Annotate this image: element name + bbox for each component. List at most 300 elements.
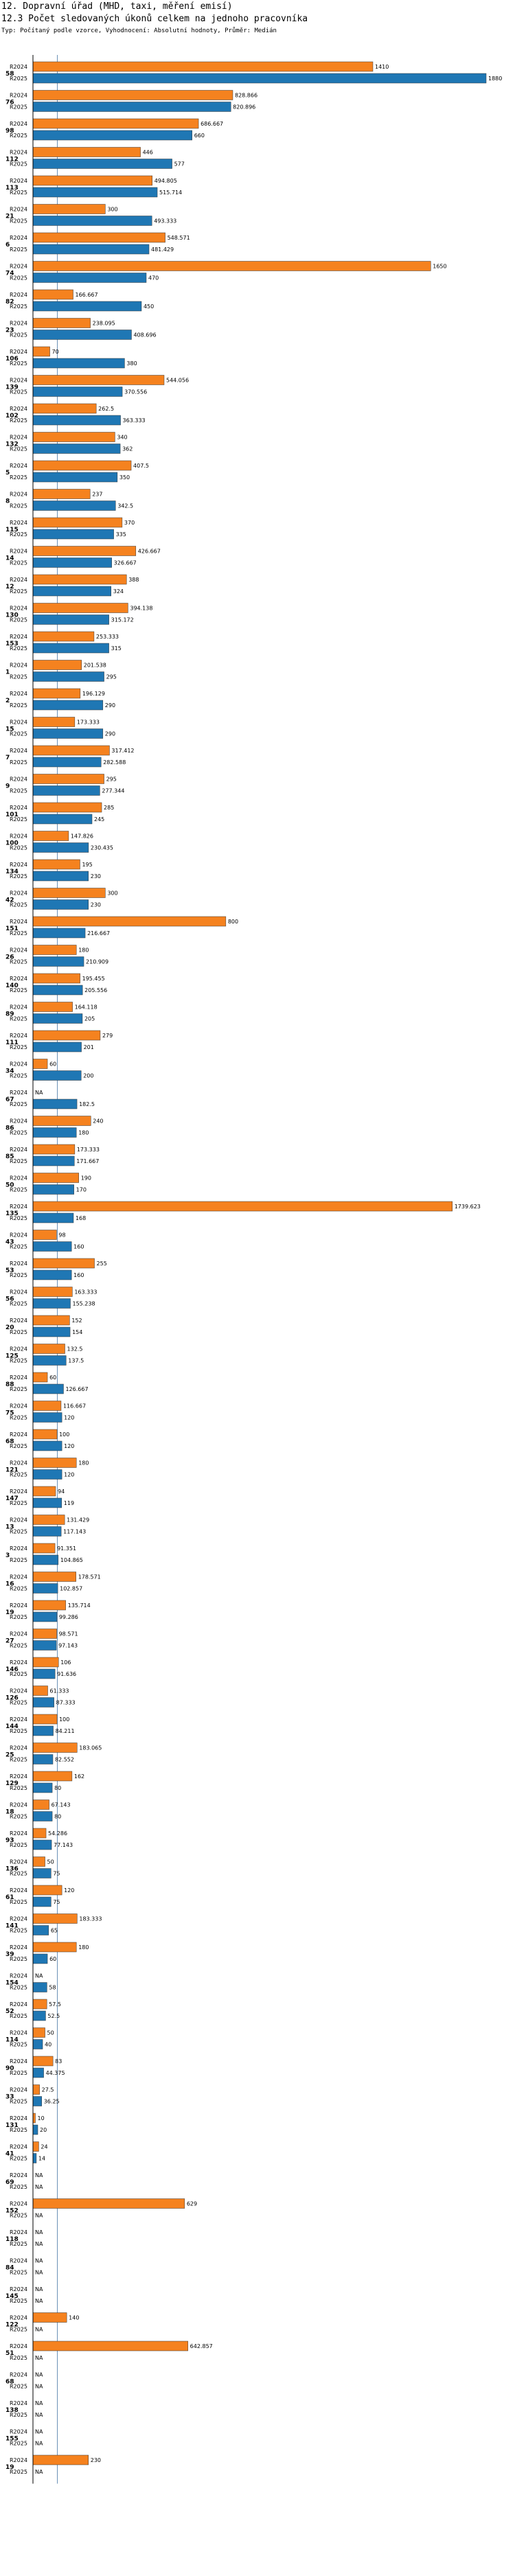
value-label: 61.333 bbox=[49, 1688, 69, 1694]
series-label: R2025 bbox=[10, 474, 27, 481]
value-label: 686.667 bbox=[201, 121, 224, 127]
value-label: 180 bbox=[78, 1944, 89, 1951]
category-label: 138 bbox=[5, 2406, 19, 2414]
value-label: NA bbox=[35, 2212, 43, 2219]
category-label: 12 bbox=[5, 583, 14, 590]
category-label: 67 bbox=[5, 1096, 14, 1103]
value-label: 362 bbox=[122, 446, 133, 452]
bar-r2024 bbox=[33, 717, 75, 727]
bar-r2025 bbox=[33, 757, 101, 767]
series-label: R2025 bbox=[10, 189, 27, 196]
series-label: R2025 bbox=[10, 2412, 27, 2418]
value-label: 154 bbox=[72, 1329, 83, 1335]
bar-r2024 bbox=[33, 2028, 45, 2038]
value-label: 119 bbox=[63, 1500, 75, 1506]
bar-r2024 bbox=[33, 1344, 65, 1354]
series-label: R2025 bbox=[10, 1044, 27, 1050]
series-label: R2025 bbox=[10, 1386, 27, 1392]
value-label: 642.857 bbox=[190, 2343, 213, 2349]
series-label: R2025 bbox=[10, 1585, 27, 1592]
bar-r2025 bbox=[33, 330, 131, 340]
series-label: R2025 bbox=[10, 844, 27, 851]
series-label: R2025 bbox=[10, 218, 27, 225]
value-label: 1650 bbox=[433, 263, 447, 270]
series-label: R2024 bbox=[10, 1346, 27, 1353]
category-label: 27 bbox=[5, 1637, 14, 1645]
series-label: R2024 bbox=[10, 2229, 27, 2235]
bar-r2025 bbox=[33, 871, 89, 881]
bar-r2024 bbox=[33, 917, 226, 926]
bar-r2024 bbox=[33, 233, 165, 242]
category-label: 153 bbox=[5, 640, 19, 647]
value-label: 230 bbox=[90, 901, 102, 908]
bar-r2024 bbox=[33, 2199, 185, 2209]
bar-r2024 bbox=[33, 1714, 57, 1724]
bar-r2025 bbox=[33, 216, 152, 226]
value-label: 255 bbox=[96, 1261, 107, 1267]
value-label: 98.571 bbox=[58, 1631, 78, 1637]
value-label: NA bbox=[35, 2257, 43, 2264]
series-label: R2025 bbox=[10, 1870, 27, 1877]
bar-r2024 bbox=[33, 347, 50, 356]
category-label: 69 bbox=[5, 2178, 14, 2186]
value-label: 57.5 bbox=[49, 2001, 61, 2008]
series-label: R2025 bbox=[10, 2155, 27, 2162]
series-label: R2024 bbox=[10, 1488, 27, 1495]
value-label: 24 bbox=[41, 2143, 48, 2150]
bar-r2025 bbox=[33, 1071, 81, 1081]
series-label: R2024 bbox=[10, 1859, 27, 1865]
bar-r2025 bbox=[33, 2011, 45, 2021]
bar-r2024 bbox=[33, 119, 198, 128]
category-label: 134 bbox=[5, 868, 19, 875]
value-label: 126.667 bbox=[65, 1386, 89, 1392]
value-label: 164.118 bbox=[74, 1004, 98, 1011]
bar-r2024 bbox=[33, 1230, 56, 1240]
category-label: 140 bbox=[5, 982, 19, 989]
value-label: 1739.623 bbox=[454, 1204, 481, 1210]
category-label: 88 bbox=[5, 1381, 14, 1388]
value-label: 52.5 bbox=[47, 2013, 60, 2019]
bar-r2024 bbox=[33, 1315, 69, 1325]
category-label: 154 bbox=[5, 1979, 19, 1987]
value-label: 1410 bbox=[375, 64, 389, 70]
bar-r2025 bbox=[33, 957, 84, 967]
series-label: R2024 bbox=[10, 776, 27, 783]
series-label: R2024 bbox=[10, 1887, 27, 1894]
value-label: 58 bbox=[49, 1984, 56, 1991]
category-label: 113 bbox=[5, 184, 19, 192]
series-label: R2024 bbox=[10, 1403, 27, 1410]
series-label: R2025 bbox=[10, 930, 27, 936]
value-label: 183.065 bbox=[79, 1745, 102, 1751]
bar-r2025 bbox=[33, 1783, 52, 1793]
bar-r2024 bbox=[33, 831, 69, 841]
bar-r2024 bbox=[33, 290, 73, 299]
value-label: 210.909 bbox=[86, 958, 109, 965]
bar-r2024 bbox=[33, 1059, 47, 1069]
category-label: 61 bbox=[5, 1894, 14, 1901]
value-label: 800 bbox=[227, 919, 239, 925]
bar-r2025 bbox=[33, 1840, 52, 1850]
value-label: 295 bbox=[106, 674, 117, 680]
bar-r2025 bbox=[33, 814, 92, 824]
value-label: 102.857 bbox=[60, 1585, 83, 1592]
series-label: R2025 bbox=[10, 1927, 27, 1934]
value-label: 240 bbox=[93, 1118, 104, 1125]
value-label: 230 bbox=[90, 2457, 102, 2463]
bar-r2025 bbox=[33, 1413, 62, 1423]
series-label: R2025 bbox=[10, 104, 27, 111]
bar-r2024 bbox=[33, 575, 126, 584]
bar-r2024 bbox=[33, 176, 152, 185]
category-label: 23 bbox=[5, 327, 14, 334]
value-label: 290 bbox=[104, 702, 116, 709]
series-label: R2024 bbox=[10, 862, 27, 868]
series-label: R2024 bbox=[10, 976, 27, 982]
series-label: R2025 bbox=[10, 1642, 27, 1649]
series-label: R2024 bbox=[10, 2115, 27, 2121]
series-label: R2024 bbox=[10, 890, 27, 897]
value-label: 155.238 bbox=[72, 1300, 95, 1307]
value-label: 116.667 bbox=[62, 1403, 87, 1410]
bar-r2025 bbox=[33, 643, 109, 653]
bar-r2024 bbox=[33, 1657, 58, 1667]
value-label: 54.286 bbox=[48, 1830, 68, 1837]
value-label: 205.556 bbox=[84, 987, 108, 993]
series-label: R2024 bbox=[10, 947, 27, 954]
value-label: 10 bbox=[37, 2115, 45, 2121]
bar-r2024 bbox=[33, 461, 131, 470]
category-label: 68 bbox=[5, 1438, 14, 1445]
value-label: 82.552 bbox=[54, 1756, 74, 1763]
category-label: 106 bbox=[5, 355, 19, 363]
value-label: 350 bbox=[119, 474, 130, 481]
bar-r2025 bbox=[33, 2097, 42, 2106]
value-label: 106 bbox=[60, 1659, 71, 1666]
series-label: R2025 bbox=[10, 816, 27, 823]
chart-footer bbox=[0, 2521, 515, 2576]
value-label: 544.056 bbox=[165, 377, 190, 384]
category-label: 26 bbox=[5, 954, 14, 961]
series-label: R2024 bbox=[10, 691, 27, 697]
series-label: R2025 bbox=[10, 873, 27, 879]
series-label: R2024 bbox=[10, 1745, 27, 1751]
value-label: NA bbox=[35, 2355, 43, 2361]
bar-r2024 bbox=[33, 1145, 75, 1154]
series-label: R2025 bbox=[10, 1072, 27, 1079]
series-label: R2024 bbox=[10, 206, 27, 213]
bar-r2024 bbox=[33, 746, 109, 755]
series-label: R2025 bbox=[10, 1671, 27, 1677]
value-label: 131.429 bbox=[67, 1517, 90, 1523]
series-label: R2025 bbox=[10, 987, 27, 993]
series-label: R2025 bbox=[10, 133, 27, 139]
series-label: R2024 bbox=[10, 1261, 27, 1267]
category-label: 74 bbox=[5, 270, 14, 277]
bar-r2025 bbox=[33, 1612, 57, 1622]
category-label: 5 bbox=[5, 469, 10, 476]
value-label: 335 bbox=[115, 531, 126, 538]
bar-r2024 bbox=[33, 860, 80, 869]
bar-r2025 bbox=[33, 1897, 51, 1907]
bar-r2025 bbox=[33, 244, 149, 254]
series-label: R2024 bbox=[10, 434, 27, 441]
value-label: NA bbox=[35, 2184, 43, 2190]
value-label: 426.667 bbox=[137, 548, 161, 555]
bar-r2025 bbox=[33, 843, 89, 853]
series-label: R2024 bbox=[10, 121, 27, 127]
series-label: R2024 bbox=[10, 548, 27, 555]
bar-r2024 bbox=[33, 2056, 53, 2066]
value-label: 60 bbox=[49, 1061, 57, 1068]
series-label: R2025 bbox=[10, 303, 27, 310]
category-label: 15 bbox=[5, 726, 14, 733]
category-label: 151 bbox=[5, 925, 19, 932]
value-label: 99.286 bbox=[58, 1614, 78, 1620]
series-label: R2024 bbox=[10, 491, 27, 498]
value-label: 548.571 bbox=[167, 235, 190, 241]
value-label: 237 bbox=[92, 491, 103, 498]
series-label: R2024 bbox=[10, 634, 27, 640]
bar-r2025 bbox=[33, 1669, 55, 1679]
bar-r2024 bbox=[33, 2313, 67, 2323]
series-label: R2024 bbox=[10, 2029, 27, 2036]
category-label: 76 bbox=[5, 99, 14, 106]
series-label: R2025 bbox=[10, 2127, 27, 2133]
bar-r2025 bbox=[33, 700, 103, 710]
value-label: NA bbox=[35, 2241, 43, 2247]
value-label: 216.667 bbox=[87, 930, 111, 936]
series-label: R2024 bbox=[10, 1289, 27, 1296]
series-label: R2024 bbox=[10, 1204, 27, 1210]
category-label: 121 bbox=[5, 1467, 19, 1474]
value-label: 315.172 bbox=[111, 617, 134, 623]
series-label: R2024 bbox=[10, 64, 27, 70]
series-label: R2025 bbox=[10, 2298, 27, 2304]
value-label: 370 bbox=[124, 520, 135, 526]
series-label: R2024 bbox=[10, 2257, 27, 2264]
value-label: 163.333 bbox=[74, 1289, 98, 1296]
series-label: R2025 bbox=[10, 1414, 27, 1421]
category-label: 102 bbox=[5, 412, 19, 419]
category-label: 85 bbox=[5, 1153, 14, 1160]
value-label: 470 bbox=[148, 275, 159, 281]
bar-r2024 bbox=[33, 1173, 79, 1183]
value-label: 494.805 bbox=[154, 178, 177, 184]
category-label: 141 bbox=[5, 1922, 19, 1930]
series-label: R2025 bbox=[10, 161, 27, 168]
value-label: NA bbox=[35, 2229, 43, 2235]
bar-r2025 bbox=[33, 387, 122, 397]
value-label: 91.351 bbox=[57, 1545, 77, 1552]
category-label: 33 bbox=[5, 2093, 14, 2101]
series-label: R2024 bbox=[10, 1004, 27, 1011]
value-label: 104.865 bbox=[60, 1557, 83, 1563]
series-label: R2025 bbox=[10, 1984, 27, 1991]
value-label: 171.667 bbox=[76, 1158, 100, 1164]
category-label: 152 bbox=[5, 2207, 19, 2215]
bar-r2025 bbox=[33, 1983, 47, 1992]
category-label: 130 bbox=[5, 612, 19, 619]
bar-r2024 bbox=[33, 2341, 188, 2351]
series-label: R2024 bbox=[10, 1659, 27, 1666]
series-label: R2024 bbox=[10, 1517, 27, 1523]
category-label: 39 bbox=[5, 1951, 14, 1958]
series-label: R2025 bbox=[10, 560, 27, 566]
value-label: 36.25 bbox=[43, 2098, 60, 2105]
series-label: R2025 bbox=[10, 246, 27, 253]
bar-r2024 bbox=[33, 2455, 89, 2465]
value-label: 91.636 bbox=[57, 1671, 77, 1677]
series-label: R2024 bbox=[10, 1090, 27, 1096]
category-label: 89 bbox=[5, 1011, 14, 1018]
series-label: R2025 bbox=[10, 1129, 27, 1136]
series-label: R2024 bbox=[10, 178, 27, 184]
series-label: R2024 bbox=[10, 1232, 27, 1239]
bar-r2025 bbox=[33, 187, 157, 197]
bar-r2025 bbox=[33, 1470, 62, 1480]
value-label: 340 bbox=[117, 434, 128, 441]
value-label: 84.211 bbox=[55, 1728, 75, 1734]
category-label: 118 bbox=[5, 2235, 19, 2243]
value-label: 120 bbox=[64, 1414, 75, 1421]
category-label: 114 bbox=[5, 2036, 19, 2044]
bar-r2025 bbox=[33, 1156, 74, 1166]
bar-r2025 bbox=[33, 501, 115, 511]
series-label: R2025 bbox=[10, 275, 27, 281]
value-label: 195.455 bbox=[82, 976, 105, 982]
bar-r2025 bbox=[33, 729, 103, 739]
value-label: 94 bbox=[58, 1488, 65, 1495]
value-label: 70 bbox=[52, 349, 59, 355]
series-label: R2024 bbox=[10, 1175, 27, 1182]
category-label: 84 bbox=[5, 2264, 14, 2272]
value-label: 180 bbox=[78, 947, 89, 954]
value-label: 80 bbox=[54, 1785, 62, 1791]
value-label: 481.429 bbox=[151, 246, 174, 253]
category-label: 75 bbox=[5, 1410, 14, 1417]
bar-r2025 bbox=[33, 1128, 76, 1138]
value-label: 195 bbox=[82, 862, 93, 868]
series-label: R2024 bbox=[10, 719, 27, 726]
bar-r2024 bbox=[33, 2085, 40, 2095]
category-label: 101 bbox=[5, 811, 19, 818]
value-label: 40 bbox=[45, 2041, 52, 2048]
bar-r2024 bbox=[33, 1942, 76, 1952]
series-label: R2025 bbox=[10, 76, 27, 82]
value-label: NA bbox=[35, 2383, 43, 2390]
series-label: R2024 bbox=[10, 2001, 27, 2008]
series-label: R2024 bbox=[10, 2058, 27, 2065]
series-label: R2024 bbox=[10, 2286, 27, 2292]
value-label: 147.826 bbox=[70, 833, 93, 840]
series-label: R2025 bbox=[10, 1528, 27, 1535]
value-label: NA bbox=[35, 2286, 43, 2292]
bar-r2025 bbox=[33, 1014, 82, 1024]
value-label: 493.333 bbox=[154, 218, 177, 225]
bar-r2025 bbox=[33, 1755, 53, 1764]
bar-r2024 bbox=[33, 262, 431, 271]
value-label: 300 bbox=[107, 206, 118, 213]
bar-r2024 bbox=[33, 433, 115, 442]
bar-r2025 bbox=[33, 2125, 38, 2135]
value-label: 200 bbox=[83, 1072, 94, 1079]
chart-subtitle: Typ: Počítaný podle vzorce, Vyhodnocení: Absolutní hodnoty, Průměr: Medián bbox=[1, 27, 277, 34]
value-label: 166.667 bbox=[75, 292, 98, 298]
series-label: R2024 bbox=[10, 1061, 27, 1068]
series-label: R2025 bbox=[10, 2013, 27, 2019]
value-label: 629 bbox=[186, 2200, 198, 2207]
bar-r2025 bbox=[33, 1213, 73, 1223]
category-label: 7 bbox=[5, 754, 10, 761]
series-label: R2024 bbox=[10, 2400, 27, 2406]
bar-r2024 bbox=[33, 803, 102, 812]
bar-r2025 bbox=[33, 1498, 62, 1508]
series-label: R2024 bbox=[10, 235, 27, 241]
value-label: 342.5 bbox=[117, 503, 134, 509]
value-label: NA bbox=[35, 2172, 43, 2178]
value-label: NA bbox=[35, 2440, 43, 2447]
category-label: 58 bbox=[5, 70, 14, 78]
bar-r2024 bbox=[33, 518, 122, 527]
category-label: 42 bbox=[5, 897, 14, 904]
series-label: R2025 bbox=[10, 2383, 27, 2390]
category-label: 2 bbox=[5, 697, 10, 704]
value-label: 277.344 bbox=[102, 787, 125, 794]
category-label: 136 bbox=[5, 1865, 19, 1873]
value-label: 173.333 bbox=[76, 1147, 100, 1153]
category-label: 155 bbox=[5, 2435, 19, 2443]
series-label: R2025 bbox=[10, 958, 27, 965]
series-label: R2024 bbox=[10, 662, 27, 669]
bar-r2024 bbox=[33, 1401, 61, 1411]
value-label: 117.143 bbox=[63, 1528, 87, 1535]
category-label: 111 bbox=[5, 1039, 19, 1046]
series-label: R2025 bbox=[10, 1443, 27, 1449]
series-label: R2024 bbox=[10, 748, 27, 754]
value-label: 77.143 bbox=[54, 1842, 73, 1848]
value-label: 660 bbox=[194, 133, 205, 139]
bar-r2025 bbox=[33, 1242, 71, 1252]
bar-r2024 bbox=[33, 603, 128, 613]
bar-r2025 bbox=[33, 1441, 62, 1451]
value-label: 190 bbox=[80, 1175, 91, 1182]
series-label: R2025 bbox=[10, 1272, 27, 1278]
category-label: 100 bbox=[5, 840, 19, 847]
value-label: NA bbox=[35, 2428, 43, 2435]
series-label: R2024 bbox=[10, 292, 27, 298]
series-label: R2024 bbox=[10, 577, 27, 583]
value-label: 1880 bbox=[488, 76, 503, 82]
value-label: 80 bbox=[54, 1813, 62, 1820]
series-label: R2024 bbox=[10, 1631, 27, 1637]
value-label: 170 bbox=[76, 1186, 87, 1193]
series-label: R2025 bbox=[10, 1785, 27, 1791]
series-label: R2025 bbox=[10, 1614, 27, 1620]
value-label: 27.5 bbox=[41, 2086, 54, 2093]
bar-r2024 bbox=[33, 689, 80, 698]
value-label: 20 bbox=[40, 2127, 47, 2133]
category-label: 3 bbox=[5, 1552, 10, 1559]
bar-r2025 bbox=[33, 1356, 66, 1366]
value-label: 285 bbox=[104, 805, 115, 811]
series-label: R2025 bbox=[10, 332, 27, 338]
bar-r2024 bbox=[33, 1857, 45, 1867]
bar-r2024 bbox=[33, 404, 96, 413]
category-label: 115 bbox=[5, 526, 19, 533]
value-label: 152 bbox=[71, 1318, 82, 1324]
